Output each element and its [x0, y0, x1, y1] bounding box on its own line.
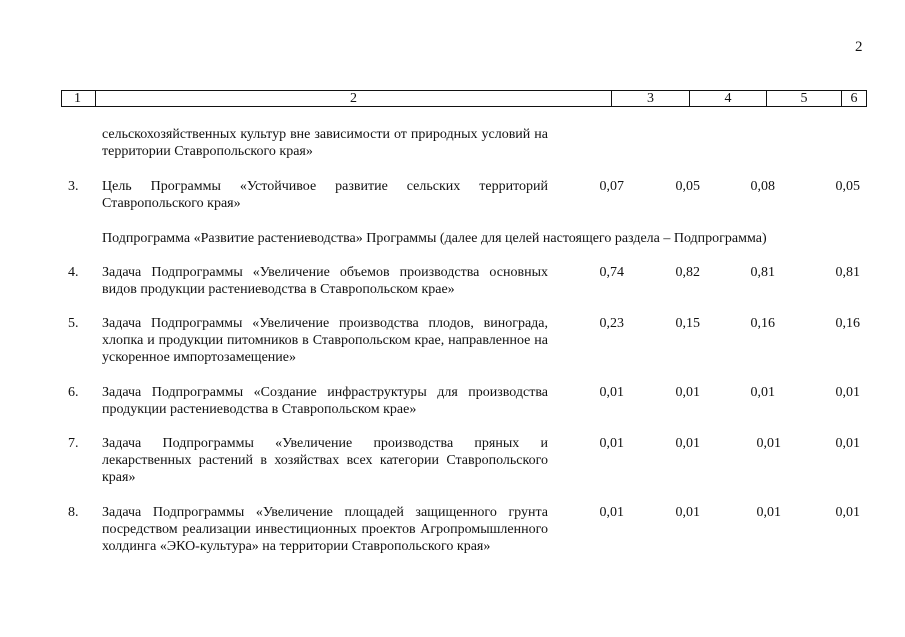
- value-col-6: 0,05: [835, 179, 860, 194]
- value-col-6: 0,01: [835, 385, 860, 400]
- value-col-5: 0,08: [750, 179, 775, 194]
- table-header: [61, 90, 867, 107]
- value-col-5: 0,01: [750, 385, 775, 400]
- value-col-3: 0,01: [599, 436, 624, 451]
- row-number: 7.: [68, 436, 79, 451]
- row-text: Задача Подпрограммы «Создание инфраструктуры для производства продукции растениеводства в Ставропольском крае»: [102, 385, 548, 417]
- value-col-4: 0,01: [675, 505, 700, 520]
- value-col-3: 0,01: [599, 505, 624, 520]
- header-col-3: 3: [612, 91, 690, 106]
- row-text: Задача Подпрограммы «Увеличение объемов производства основных видов продукции растениеводства в Ставропольском крае»: [102, 265, 548, 297]
- header-col-6: 6: [850, 91, 858, 106]
- subprogram-heading: Подпрограмма «Развитие растениеводства» Программы (далее для целей настоящего раздела – Подпрограмма): [102, 231, 767, 246]
- value-col-4: 0,01: [675, 436, 700, 451]
- header-col-2: 2: [96, 91, 612, 106]
- row-text: Цель Программы «Устойчивое развитие сельских территорий Ставропольского края»: [102, 179, 548, 211]
- value-col-5: 0,01: [756, 436, 781, 451]
- row-number: 3.: [68, 179, 79, 194]
- row-number: 5.: [68, 316, 79, 331]
- value-col-5: 0,81: [750, 265, 775, 280]
- value-col-5: 0,16: [750, 316, 775, 331]
- value-col-3: 0,23: [599, 316, 624, 331]
- value-col-4: 0,05: [675, 179, 700, 194]
- row-number: 4.: [68, 265, 79, 280]
- continuation-text: сельскохозяйственных культур вне зависимости от природных условий на территории Ставропольского края»: [102, 127, 548, 159]
- page-number: 2: [855, 39, 863, 55]
- header-col-1: 1: [62, 91, 96, 106]
- value-col-6: 0,01: [835, 505, 860, 520]
- row-text: Задача Подпрограммы «Увеличение производства пряных и лекарственных растений в хозяйствах всех категории Ставропольского края»: [102, 436, 548, 485]
- row-number: 8.: [68, 505, 79, 520]
- value-col-3: 0,74: [599, 265, 624, 280]
- value-col-4: 0,82: [675, 265, 700, 280]
- value-col-6: 0,81: [835, 265, 860, 280]
- row-number: 6.: [68, 385, 79, 400]
- value-col-6: 0,01: [835, 436, 860, 451]
- value-col-3: 0,01: [599, 385, 624, 400]
- header-col-4: 4: [690, 91, 767, 106]
- header-col-5: 5: [767, 91, 842, 106]
- row-text: Задача Подпрограммы «Увеличение производства плодов, винограда, хлопка и продукции питомников в Ставропольском крае, направленное на ускоренное импортозамещение»: [102, 316, 548, 365]
- row-text: Задача Подпрограммы «Увеличение площадей защищенного грунта посредством реализации инвестиционных проектов Агропромышленного холдинга «ЭКО-культура» на территории Ставропольского края»: [102, 505, 548, 554]
- value-col-3: 0,07: [599, 179, 624, 194]
- value-col-4: 0,15: [675, 316, 700, 331]
- value-col-6: 0,16: [835, 316, 860, 331]
- value-col-4: 0,01: [675, 385, 700, 400]
- value-col-5: 0,01: [756, 505, 781, 520]
